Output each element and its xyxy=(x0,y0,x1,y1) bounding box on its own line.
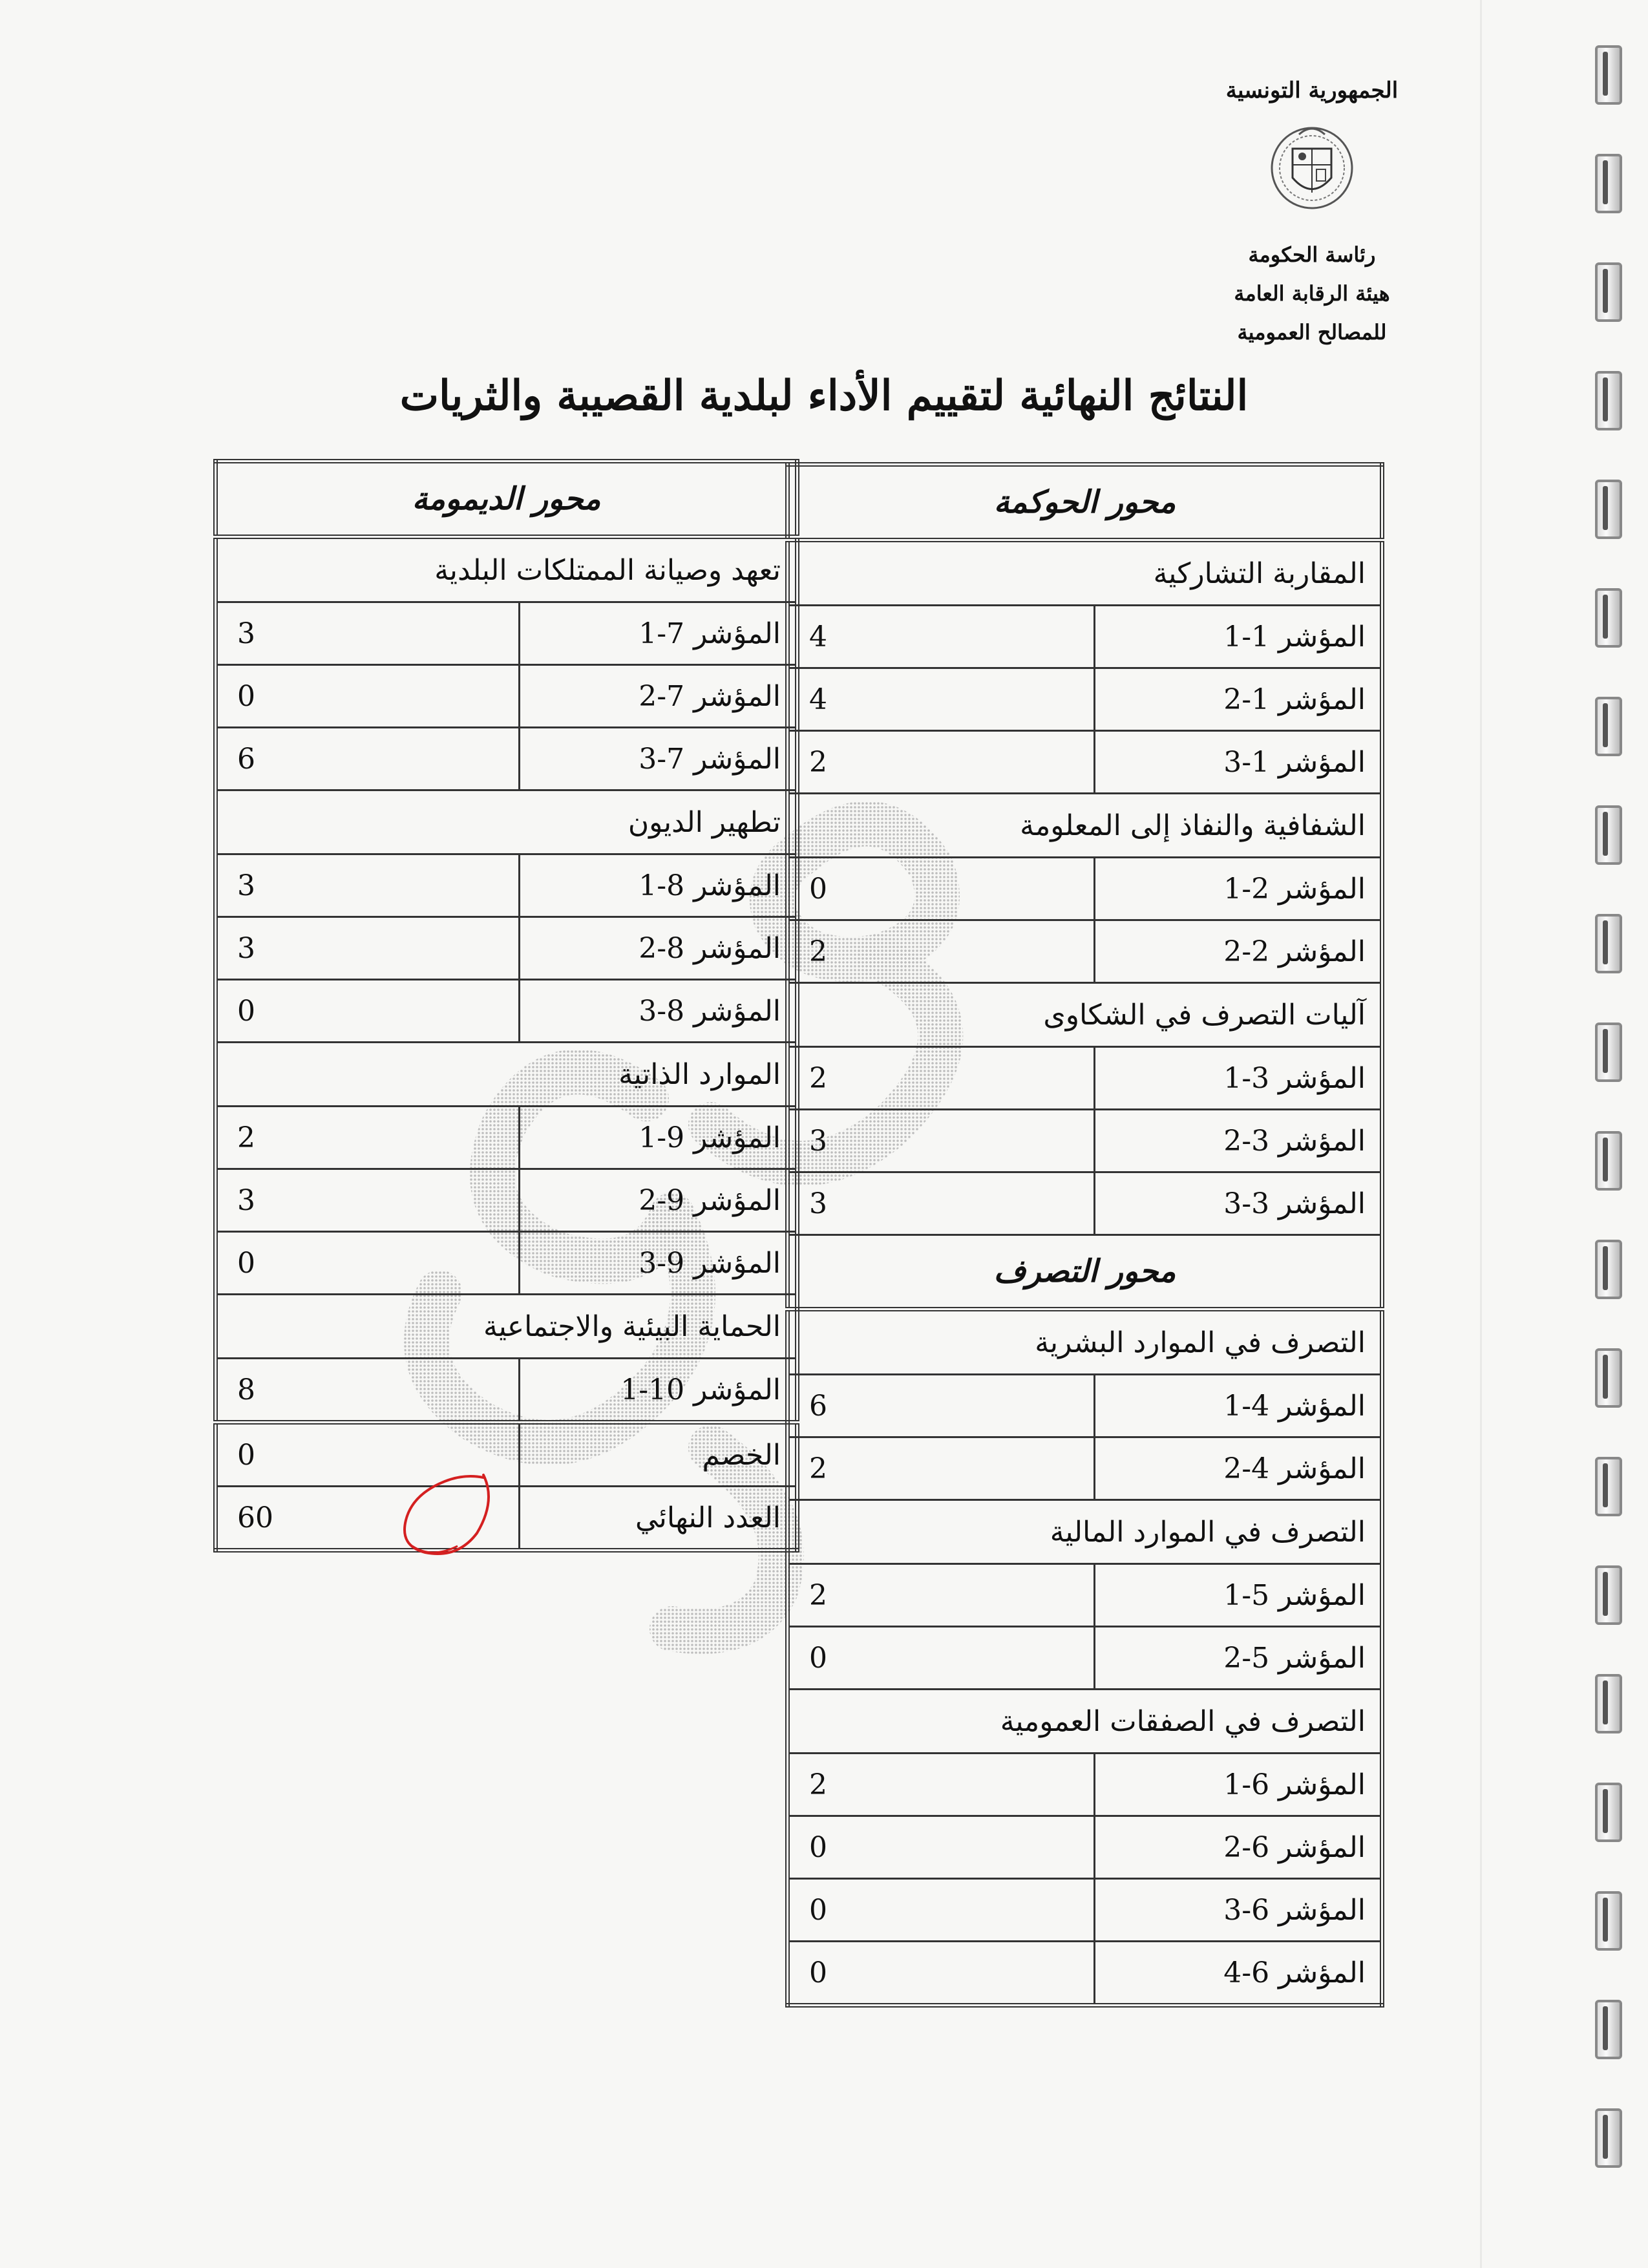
indicator-value: 2 xyxy=(788,920,1095,983)
section-title: آليات التصرف في الشكاوى xyxy=(788,983,1382,1047)
binding-ring xyxy=(1595,1348,1622,1408)
table-row xyxy=(788,1754,1382,1816)
table-row xyxy=(216,854,798,917)
letterhead-line: للمصالح العمومية xyxy=(1237,320,1387,344)
indicator-label: المؤشر 3-1 xyxy=(1095,1047,1382,1110)
table-row xyxy=(788,1942,1382,2006)
table-row xyxy=(788,1816,1382,1879)
binding-ring xyxy=(1595,1674,1622,1733)
table-row xyxy=(216,728,798,790)
table-row xyxy=(788,1375,1382,1437)
indicator-value: 2 xyxy=(788,1047,1095,1110)
table-row xyxy=(216,1169,798,1232)
indicator-label: المؤشر 9-3 xyxy=(520,1232,798,1295)
indicator-value: 2 xyxy=(788,1564,1095,1627)
binding-ring xyxy=(1595,1131,1622,1191)
section-title: التصرف في الموارد المالية xyxy=(788,1500,1382,1564)
indicator-label: المؤشر 6-3 xyxy=(1095,1879,1382,1942)
deduction-label: الخصم xyxy=(520,1423,798,1487)
indicator-label: المؤشر 8-3 xyxy=(520,980,798,1043)
indicator-value: 0 xyxy=(216,1232,520,1295)
indicator-label: المؤشر 6-4 xyxy=(1095,1942,1382,2006)
indicator-value: 3 xyxy=(788,1172,1095,1235)
indicator-label: المؤشر 3-3 xyxy=(1095,1172,1382,1235)
axis-governance-title: محور الحوكمة xyxy=(788,465,1382,540)
table-row xyxy=(788,1437,1382,1500)
indicator-label: المؤشر 10-1 xyxy=(520,1359,798,1423)
indicator-value: 2 xyxy=(788,1437,1095,1500)
indicator-label: المؤشر 7-1 xyxy=(520,602,798,665)
binding-ring xyxy=(1595,262,1622,322)
section-title: التصرف في الموارد البشرية xyxy=(788,1309,1382,1375)
binding-ring xyxy=(1595,1457,1622,1516)
table-row xyxy=(788,858,1382,920)
indicator-value: 0 xyxy=(788,1879,1095,1942)
indicator-value: 6 xyxy=(216,728,520,790)
deduction-row xyxy=(216,1423,798,1487)
section-title: الموارد الذاتية xyxy=(216,1043,798,1107)
binding-ring xyxy=(1595,1891,1622,1951)
axis-sustainability-title: محور الديمومة xyxy=(216,461,798,537)
section-title: تطهير الديون xyxy=(216,790,798,854)
table-row xyxy=(216,602,798,665)
binding-ring xyxy=(1595,1783,1622,1842)
document-title: النتائج النهائية لتقييم الأداء لبلدية القصيبة والثريات xyxy=(399,372,1249,420)
letterhead-line: رئاسة الحكومة xyxy=(1248,242,1376,267)
indicator-label: المؤشر 4-2 xyxy=(1095,1437,1382,1500)
indicator-label: المؤشر 8-1 xyxy=(520,854,798,917)
indicator-value: 3 xyxy=(216,602,520,665)
sustainability-table xyxy=(213,459,799,1553)
indicator-label: المؤشر 1-3 xyxy=(1095,731,1382,794)
binding-ring xyxy=(1595,1565,1622,1625)
indicator-label: المؤشر 6-1 xyxy=(1095,1754,1382,1816)
axis-management-title: محور التصرف xyxy=(788,1235,1382,1309)
indicator-label: المؤشر 2-1 xyxy=(1095,858,1382,920)
section-title: تعهد وصيانة الممتلكات البلدية xyxy=(216,537,798,602)
table-row xyxy=(788,1110,1382,1172)
final-score-value: 60 xyxy=(216,1487,520,1551)
binding-ring xyxy=(1595,588,1622,648)
indicator-value: 0 xyxy=(788,1816,1095,1879)
indicator-value: 2 xyxy=(216,1107,520,1169)
indicator-value: 4 xyxy=(788,606,1095,668)
table-row xyxy=(216,1359,798,1423)
indicator-value: 0 xyxy=(788,1627,1095,1690)
indicator-label: المؤشر 7-2 xyxy=(520,665,798,728)
table-row xyxy=(216,980,798,1043)
indicator-label: المؤشر 8-2 xyxy=(520,917,798,980)
table-row xyxy=(788,1047,1382,1110)
table-row xyxy=(788,1879,1382,1942)
table-row xyxy=(216,1107,798,1169)
table-row xyxy=(788,920,1382,983)
indicator-value: 2 xyxy=(788,731,1095,794)
section-title: المقاربة التشاركية xyxy=(788,540,1382,606)
indicator-label: المؤشر 1-2 xyxy=(1095,668,1382,731)
indicator-label: المؤشر 5-1 xyxy=(1095,1564,1382,1627)
section-title: الشفافية والنفاذ إلى المعلومة xyxy=(788,794,1382,858)
section-title: الحماية البيئية والاجتماعية xyxy=(216,1295,798,1359)
indicator-value: 4 xyxy=(788,668,1095,731)
binding-ring xyxy=(1595,2108,1622,2168)
indicator-value: 0 xyxy=(788,1942,1095,2006)
final-score-row xyxy=(216,1487,798,1551)
indicator-value: 2 xyxy=(788,1754,1095,1816)
table-row xyxy=(788,606,1382,668)
indicator-label: المؤشر 9-1 xyxy=(520,1107,798,1169)
binding-ring xyxy=(1595,914,1622,973)
indicator-label: المؤشر 4-1 xyxy=(1095,1375,1382,1437)
deduction-value: 0 xyxy=(216,1423,520,1487)
indicator-value: 0 xyxy=(216,665,520,728)
indicator-label: المؤشر 7-3 xyxy=(520,728,798,790)
indicator-label: المؤشر 6-2 xyxy=(1095,1816,1382,1879)
binding-ring xyxy=(1595,480,1622,539)
table-row xyxy=(788,1172,1382,1235)
table-row xyxy=(788,1627,1382,1690)
indicator-label: المؤشر 5-2 xyxy=(1095,1627,1382,1690)
binding-ring xyxy=(1595,154,1622,213)
indicator-label: المؤشر 3-2 xyxy=(1095,1110,1382,1172)
indicator-value: 3 xyxy=(788,1110,1095,1172)
page-fold xyxy=(1480,0,1482,2268)
letterhead-line: هيئة الرقابة العامة xyxy=(1234,281,1390,306)
final-score-label: العدد النهائي xyxy=(520,1487,798,1551)
governance-management-table xyxy=(785,462,1384,2008)
indicator-label: المؤشر 2-2 xyxy=(1095,920,1382,983)
section-title: التصرف في الصفقات العمومية xyxy=(788,1690,1382,1754)
table-row xyxy=(216,917,798,980)
indicator-value: 3 xyxy=(216,917,520,980)
binding-ring xyxy=(1595,2000,1622,2059)
table-row xyxy=(788,1564,1382,1627)
indicator-value: 3 xyxy=(216,854,520,917)
table-row xyxy=(216,1232,798,1295)
emblem-icon xyxy=(1263,116,1360,220)
indicator-value: 0 xyxy=(216,980,520,1043)
indicator-value: 8 xyxy=(216,1359,520,1423)
binding-ring xyxy=(1595,805,1622,865)
indicator-value: 6 xyxy=(788,1375,1095,1437)
table-row xyxy=(788,668,1382,731)
state-name: الجمهورية التونسية xyxy=(1225,78,1399,103)
table-row xyxy=(216,665,798,728)
indicator-label: المؤشر 1-1 xyxy=(1095,606,1382,668)
letterhead xyxy=(1176,78,1448,352)
binding-ring xyxy=(1595,45,1622,105)
indicator-value: 0 xyxy=(788,858,1095,920)
binding-ring xyxy=(1595,697,1622,756)
indicator-label: المؤشر 9-2 xyxy=(520,1169,798,1232)
table-row xyxy=(788,731,1382,794)
binding-ring xyxy=(1595,1240,1622,1299)
indicator-value: 3 xyxy=(216,1169,520,1232)
binding-ring xyxy=(1595,1023,1622,1082)
